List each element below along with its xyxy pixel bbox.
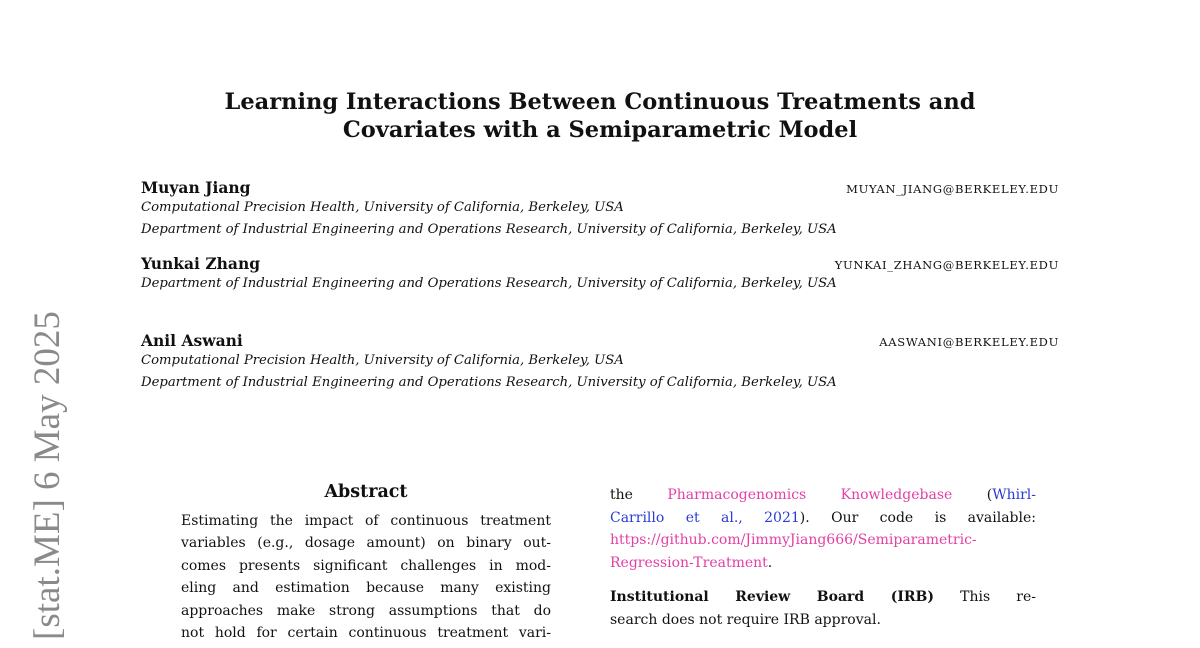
abstract-section <box>181 481 551 645</box>
abstract-line: approaches make strong assumptions that do <box>181 602 551 619</box>
code-url-link[interactable]: Regression-Treatment <box>610 554 768 571</box>
citation-link[interactable]: Carrillo et al., 2021 <box>610 509 800 526</box>
code-url-link[interactable]: https://github.com/JimmyJiang666/Semiparametric- <box>610 532 977 548</box>
pharmgkb-link[interactable]: Pharmacogenomics Knowledgebase <box>667 487 953 503</box>
author-affiliation: Department of Industrial Engineering and Operations Research, University of California, Berkeley, USA <box>141 222 837 237</box>
title-line: Covariates with a Semiparametric Model <box>342 117 858 143</box>
irb-heading: Institutional Review Board (IRB) <box>610 589 935 605</box>
text: This re- <box>960 589 1037 605</box>
citation-link[interactable]: Whirl- <box>992 487 1036 503</box>
author-email[interactable]: YUNKAI_ZHANG@BERKELEY.EDU <box>834 258 1059 272</box>
author-email[interactable]: AASWANI@BERKELEY.EDU <box>879 335 1059 349</box>
author-name: Yunkai Zhang <box>141 254 261 273</box>
body-line <box>610 529 1036 552</box>
author-affiliation: Department of Industrial Engineering and Operations Research, University of California, Berkeley, USA <box>141 276 837 291</box>
text: ( <box>986 487 993 503</box>
text: the <box>610 487 668 503</box>
body-line <box>610 552 1036 575</box>
author-name: Anil Aswani <box>141 331 243 350</box>
author-affiliation: Department of Industrial Engineering and Operations Research, University of California, Berkeley, USA <box>141 375 837 390</box>
text: ). Our code is available: <box>799 509 1036 526</box>
abstract-line: eling and estimation because many existing <box>181 580 551 596</box>
right-column <box>610 484 1036 631</box>
abstract-heading: Abstract <box>324 482 408 502</box>
paper-title <box>140 88 1060 144</box>
abstract-line: Estimating the impact of continuous treatment <box>181 512 551 529</box>
title-line: Learning Interactions Between Continuous Treatments and <box>224 89 976 115</box>
irb-paragraph <box>610 586 1036 609</box>
author-name: Muyan Jiang <box>141 178 251 197</box>
body-line: search does not require IRB approval. <box>610 611 881 628</box>
body-line <box>610 507 1036 530</box>
author-affiliation: Computational Precision Health, University of California, Berkeley, USA <box>141 200 624 215</box>
abstract-line: variables (e.g., dosage amount) on binary out- <box>181 535 551 551</box>
author-block <box>141 178 1059 241</box>
body-line <box>610 484 1036 507</box>
author-affiliation: Computational Precision Health, University of California, Berkeley, USA <box>141 353 624 368</box>
text: . <box>767 554 773 571</box>
abstract-line: not hold for certain continuous treatment vari- <box>181 625 551 641</box>
arxiv-side-stamp: [stat.ME] 6 May 2025 <box>27 311 68 640</box>
abstract-body <box>181 510 551 645</box>
author-block <box>141 331 1059 394</box>
abstract-line: comes presents significant challenges in mod- <box>181 557 551 574</box>
author-email[interactable]: MUYAN_JIANG@BERKELEY.EDU <box>846 182 1059 196</box>
author-block <box>141 254 1059 295</box>
